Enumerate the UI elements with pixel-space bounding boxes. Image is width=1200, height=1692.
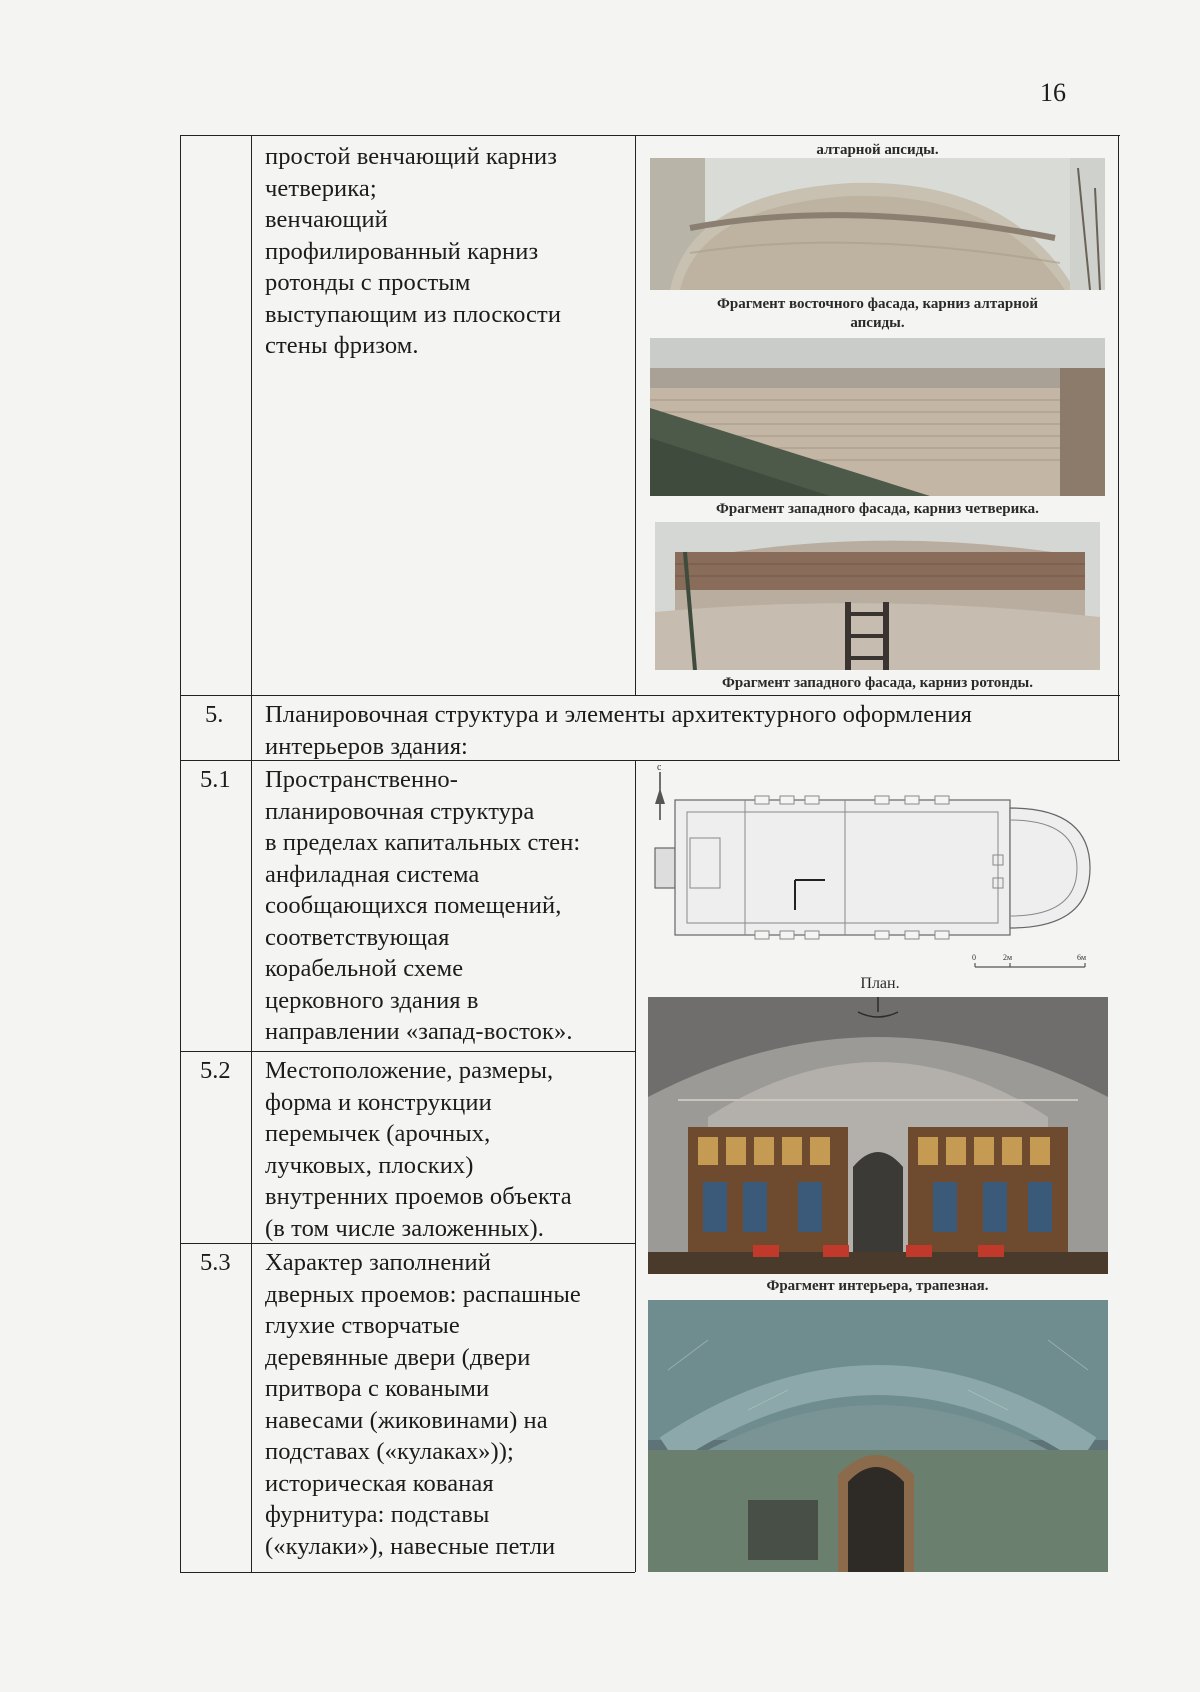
caption-plan: План. — [860, 975, 900, 992]
text-line: дверных проемов: распашные — [265, 1280, 581, 1308]
text-line: («кулаки»), навесные петли — [265, 1532, 556, 1560]
text-line: венчающий — [265, 206, 388, 233]
row-number-5-2: 5.2 — [200, 1057, 231, 1084]
caption-apse-continuation: алтарной апсиды. — [816, 142, 939, 158]
text-line: ротонды с простым — [265, 269, 471, 296]
text-line: интерьеров здания: — [265, 732, 468, 760]
text-line: перемычек (арочных, — [265, 1120, 491, 1147]
text-line: профилированный карниз — [265, 237, 539, 265]
scale-label-0: 0 — [972, 953, 976, 962]
row-number-5-3: 5.3 — [200, 1249, 231, 1276]
text-line: навесами (жиковинами) на — [265, 1406, 548, 1434]
text-line: в пределах капитальных стен: — [265, 829, 581, 856]
text-line: внутренних проемов объекта — [265, 1183, 572, 1210]
row-5-3-text — [265, 1247, 581, 1562]
page-number: 16 — [1040, 78, 1066, 107]
floor-plan — [645, 760, 1115, 975]
text-line: четверика; — [265, 174, 377, 202]
text-line: подставах («кулаках»)); — [265, 1438, 514, 1465]
row-number-5-1: 5.1 — [200, 766, 231, 793]
text-line: деревянные двери (двери — [265, 1343, 531, 1371]
photo-chetverik-cornice — [650, 338, 1105, 496]
photo-rotunda-cornice — [655, 522, 1100, 670]
row-number-5: 5. — [205, 701, 224, 728]
text-line: стены фризом. — [265, 332, 419, 359]
text-line: корабельной схеме — [265, 955, 464, 982]
photo-interior-refectory — [648, 997, 1108, 1274]
row-cornice-text — [265, 141, 561, 362]
caption-line: Фрагмент восточного фасада, карниз алтарной — [716, 296, 1039, 312]
row-5-heading — [265, 699, 1105, 762]
text-line: церковного здания в — [265, 986, 479, 1014]
photo-interior-door-arch — [648, 1300, 1108, 1572]
text-line: лучковых, плоских) — [265, 1151, 474, 1179]
text-line: фурнитура: подставы — [265, 1501, 490, 1528]
text-line: сообщающихся помещений, — [265, 892, 562, 919]
photo-apse-cornice — [650, 158, 1105, 290]
north-label: с — [657, 762, 662, 773]
caption-west-rotunda: Фрагмент западного фасада, карниз ротонды. — [721, 675, 1033, 691]
row-5-2-text — [265, 1055, 572, 1244]
text-line: глухие створчатые — [265, 1312, 460, 1339]
caption-interior-refectory: Фрагмент интерьера, трапезная. — [766, 1278, 989, 1294]
text-line: Местоположение, размеры, — [265, 1057, 554, 1084]
text-line: притвора с коваными — [265, 1375, 490, 1402]
caption-line: апсиды. — [850, 315, 905, 331]
text-line: планировочная структура — [265, 797, 535, 825]
scale-label-6m: 6м — [1077, 953, 1087, 962]
text-line: простой венчающий карниз — [265, 143, 558, 170]
text-line: форма и конструкции — [265, 1088, 492, 1116]
text-line: выступающим из плоскости — [265, 300, 562, 328]
row-5-1-text — [265, 764, 580, 1048]
text-line: Характер заполнений — [265, 1249, 491, 1276]
text-line: (в том числе заложенных). — [265, 1214, 545, 1242]
scale-label-2m: 2м — [1003, 953, 1013, 962]
text-line: соответствующая — [265, 923, 450, 951]
text-line: направлении «запад-восток». — [265, 1018, 573, 1045]
caption-west-chetverik: Фрагмент западного фасада, карниз четверика. — [716, 501, 1039, 517]
text-line: Планировочная структура и элементы архитектурного оформления — [265, 701, 973, 728]
text-line: историческая кованая — [265, 1469, 494, 1497]
text-line: анфиладная система — [265, 860, 480, 888]
caption-east-facade — [650, 295, 1105, 333]
text-line: Пространственно- — [265, 766, 459, 793]
